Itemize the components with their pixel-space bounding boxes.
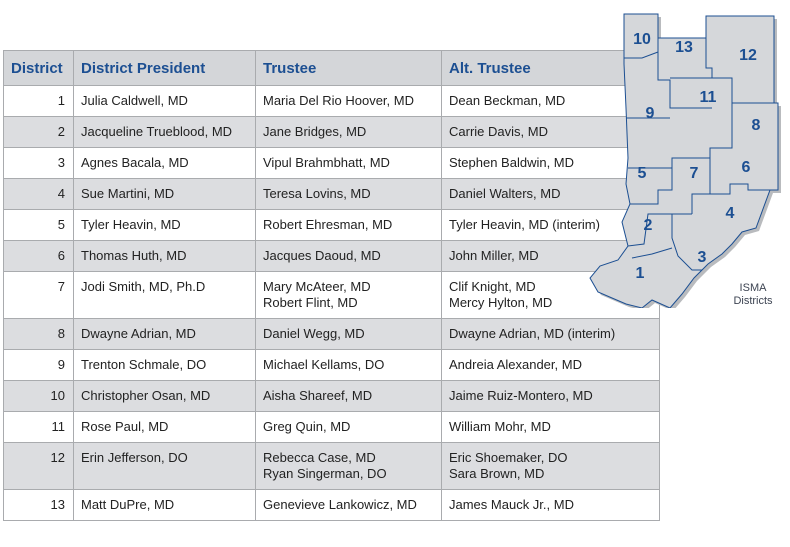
trustee-cell — [256, 350, 442, 381]
column-header-alt-trustee: Alt. Trustee — [442, 51, 660, 86]
table-row — [4, 412, 660, 443]
alt-trustee-name: Jaime Ruiz-Montero, MD — [449, 388, 593, 403]
district-number-cell: 12 — [4, 443, 74, 490]
table-row — [4, 241, 660, 272]
trustee-cell — [256, 210, 442, 241]
map-label-isma: ISMA — [739, 282, 767, 294]
alt-trustee-name: Dean Beckman, MD — [449, 93, 566, 108]
trustee-name: Jacques Daoud, MD — [263, 248, 381, 263]
district-number-label: 12 — [739, 47, 757, 64]
alt-trustee-name: Dwayne Adrian, MD (interim) — [449, 326, 616, 341]
district-president-cell: Matt DuPre, MD — [74, 490, 256, 521]
district-number-label: 10 — [633, 31, 651, 48]
table-row — [4, 443, 660, 490]
trustee-name: Ryan Singerman, DO — [263, 466, 387, 481]
alt-trustee-cell — [442, 490, 660, 521]
trustee-cell — [256, 86, 442, 117]
district-president-cell: Sue Martini, MD — [74, 179, 256, 210]
table-row — [4, 148, 660, 179]
trustee-cell — [256, 412, 442, 443]
table-row — [4, 350, 660, 381]
trustee-name: Daniel Wegg, MD — [263, 326, 365, 341]
district-number-cell: 1 — [4, 86, 74, 117]
table-row — [4, 272, 660, 319]
district-number-label: 13 — [675, 39, 693, 56]
trustee-cell — [256, 319, 442, 350]
district-number-label: 3 — [697, 249, 707, 266]
trustee-cell — [256, 381, 442, 412]
table-row — [4, 319, 660, 350]
alt-trustee-cell — [442, 319, 660, 350]
map-label-districts: Districts — [733, 295, 773, 307]
district-number-cell: 4 — [4, 179, 74, 210]
table-row — [4, 210, 660, 241]
column-header-trustee: Trustee — [256, 51, 442, 86]
alt-trustee-name: Clif Knight, MD — [449, 279, 536, 294]
district-number-cell: 11 — [4, 412, 74, 443]
alt-trustee-cell — [442, 412, 660, 443]
table-row — [4, 490, 660, 521]
district-number-cell: 8 — [4, 319, 74, 350]
trustee-cell — [256, 148, 442, 179]
district-president-cell: Trenton Schmale, DO — [74, 350, 256, 381]
district-number-label: 2 — [643, 217, 653, 234]
table-row — [4, 117, 660, 148]
district-president-cell: Tyler Heavin, MD — [74, 210, 256, 241]
map-legend-label — [722, 282, 784, 308]
trustee-name: Genevieve Lankowicz, MD — [263, 497, 417, 512]
district-president-cell: Jacqueline Trueblood, MD — [74, 117, 256, 148]
alt-trustee-name: Sara Brown, MD — [449, 466, 545, 481]
trustee-name: Robert Ehresman, MD — [263, 217, 393, 232]
alt-trustee-name: Stephen Baldwin, MD — [449, 155, 575, 170]
district-president-cell: Jodi Smith, MD, Ph.D — [74, 272, 256, 319]
alt-trustee-name: Daniel Walters, MD — [449, 186, 561, 201]
district-number-label: 5 — [637, 165, 647, 182]
indiana-district-map — [582, 8, 782, 308]
alt-trustee-name: Eric Shoemaker, DO — [449, 450, 568, 465]
district-president-cell: Christopher Osan, MD — [74, 381, 256, 412]
district-president-cell: Erin Jefferson, DO — [74, 443, 256, 490]
column-header-district: District — [4, 51, 74, 86]
trustee-cell — [256, 179, 442, 210]
district-number-label: 7 — [689, 165, 699, 182]
table-header-row — [4, 51, 660, 86]
table-body — [4, 86, 660, 521]
trustee-name: Vipul Brahmbhatt, MD — [263, 155, 390, 170]
trustee-name: Greg Quin, MD — [263, 419, 351, 434]
district-number-label: 6 — [741, 159, 751, 176]
alt-trustee-cell — [442, 350, 660, 381]
alt-trustee-name: Mercy Hylton, MD — [449, 295, 553, 310]
trustee-name: Michael Kellams, DO — [263, 357, 385, 372]
alt-trustee-name: Tyler Heavin, MD (interim) — [449, 217, 600, 232]
district-number-cell: 7 — [4, 272, 74, 319]
alt-trustee-name: Andreia Alexander, MD — [449, 357, 582, 372]
trustee-cell — [256, 443, 442, 490]
trustee-name: Mary McAteer, MD — [263, 279, 371, 294]
table-row — [4, 381, 660, 412]
table-row — [4, 179, 660, 210]
district-number-label: 8 — [751, 117, 761, 134]
district-president-cell: Julia Caldwell, MD — [74, 86, 256, 117]
district-number-cell: 10 — [4, 381, 74, 412]
district-number-cell: 6 — [4, 241, 74, 272]
district-number-cell: 5 — [4, 210, 74, 241]
district-number-label: 9 — [645, 105, 655, 122]
district-leadership-table — [3, 50, 660, 521]
trustee-name: Teresa Lovins, MD — [263, 186, 371, 201]
district-president-cell: Rose Paul, MD — [74, 412, 256, 443]
district-number-cell: 2 — [4, 117, 74, 148]
alt-trustee-name: John Miller, MD — [449, 248, 539, 263]
alt-trustee-name: William Mohr, MD — [449, 419, 551, 434]
trustee-cell — [256, 241, 442, 272]
trustee-cell — [256, 117, 442, 148]
trustee-name: Aisha Shareef, MD — [263, 388, 373, 403]
column-header-district-president: District President — [74, 51, 256, 86]
district-number-label: 1 — [635, 265, 645, 282]
district-number-label: 11 — [699, 89, 717, 106]
district-number-cell: 3 — [4, 148, 74, 179]
trustee-cell — [256, 490, 442, 521]
district-president-cell: Dwayne Adrian, MD — [74, 319, 256, 350]
alt-trustee-cell — [442, 443, 660, 490]
district-number-label: 4 — [725, 205, 735, 222]
district-president-cell: Agnes Bacala, MD — [74, 148, 256, 179]
trustee-name: Jane Bridges, MD — [263, 124, 367, 139]
table-row — [4, 86, 660, 117]
district-president-cell: Thomas Huth, MD — [74, 241, 256, 272]
district-number-cell: 9 — [4, 350, 74, 381]
alt-trustee-name: James Mauck Jr., MD — [449, 497, 574, 512]
alt-trustee-cell — [442, 381, 660, 412]
trustee-cell — [256, 272, 442, 319]
trustee-name: Robert Flint, MD — [263, 295, 358, 310]
alt-trustee-name: Carrie Davis, MD — [449, 124, 548, 139]
trustee-name: Rebecca Case, MD — [263, 450, 376, 465]
district-number-cell: 13 — [4, 490, 74, 521]
trustee-name: Maria Del Rio Hoover, MD — [263, 93, 414, 108]
